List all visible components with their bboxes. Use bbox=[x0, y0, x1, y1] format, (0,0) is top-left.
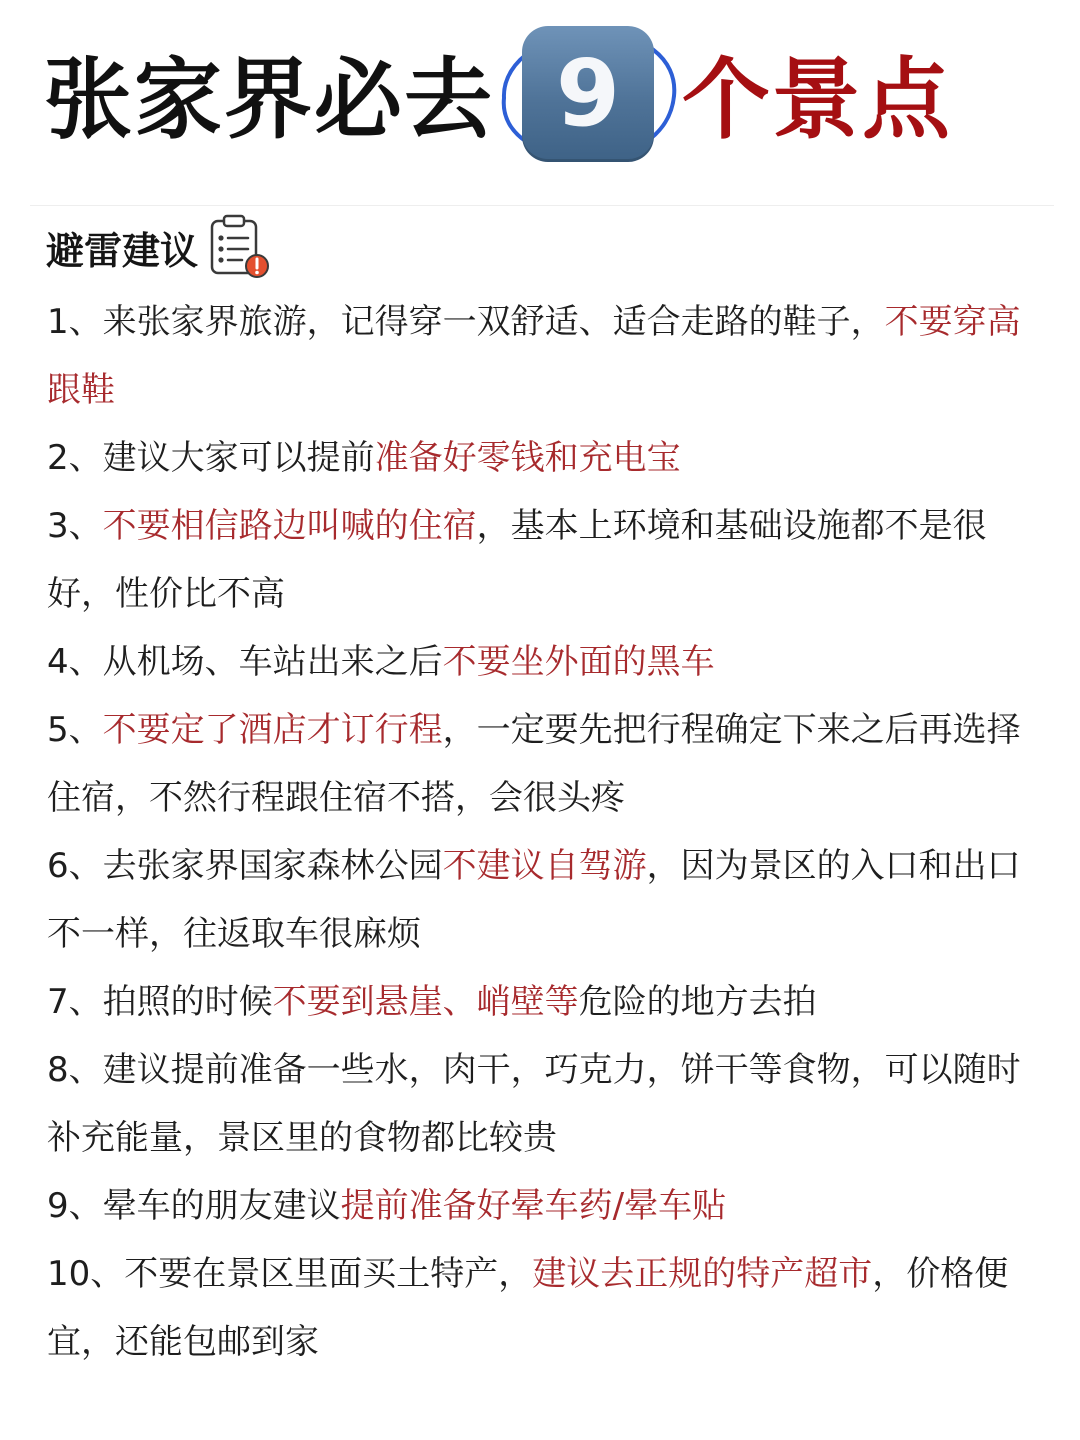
tip-1: 1、来张家界旅游，记得穿一双舒适、适合走路的鞋子，不要穿高跟鞋 bbox=[47, 302, 1021, 410]
tip-2: 2、建议大家可以提前准备好零钱和充电宝 bbox=[47, 438, 681, 478]
tip-10: 10、不要在景区里面买土特产，建议去正规的特产超市，价格便宜，还能包邮到家 bbox=[47, 1254, 1009, 1362]
tip-6: 6、去张家界国家森林公园不建议自驾游，因为景区的入口和出口不一样，往返取车很麻烦 bbox=[47, 846, 1021, 954]
tip-5: 5、不要定了酒店才订行程，一定要先把行程确定下来之后再选择住宿，不然行程跟住宿不搭，会很头疼 bbox=[47, 710, 1021, 818]
divider bbox=[30, 205, 1054, 206]
section-header bbox=[46, 212, 272, 282]
number-badge-digit: 9 bbox=[556, 40, 621, 147]
tip-7: 7、拍照的时候不要到悬崖、峭壁等危险的地方去拍 bbox=[47, 982, 817, 1022]
section-title: 避雷建议 bbox=[46, 228, 199, 273]
title-text-highlight: 个景点 bbox=[682, 48, 953, 151]
tip-8: 8、建议提前准备一些水，肉干，巧克力，饼干等食物，可以随时补充能量，景区里的食物都比较贵 bbox=[47, 1050, 1021, 1158]
tip-3: 3、不要相信路边叫喊的住宿，基本上环境和基础设施都不是很好，性价比不高 bbox=[47, 506, 987, 614]
tips-list bbox=[47, 288, 1047, 1376]
title-text-main: 张家界必去 bbox=[44, 48, 495, 151]
clipboard-warning-icon bbox=[206, 213, 272, 281]
number-badge-wrap bbox=[482, 18, 682, 168]
tip-9: 9、晕车的朋友建议提前准备好晕车药/晕车贴 bbox=[47, 1186, 727, 1226]
page-title bbox=[44, 18, 1054, 168]
tip-4: 4、从机场、车站出来之后不要坐外面的黑车 bbox=[47, 642, 715, 682]
number-badge bbox=[522, 26, 654, 162]
